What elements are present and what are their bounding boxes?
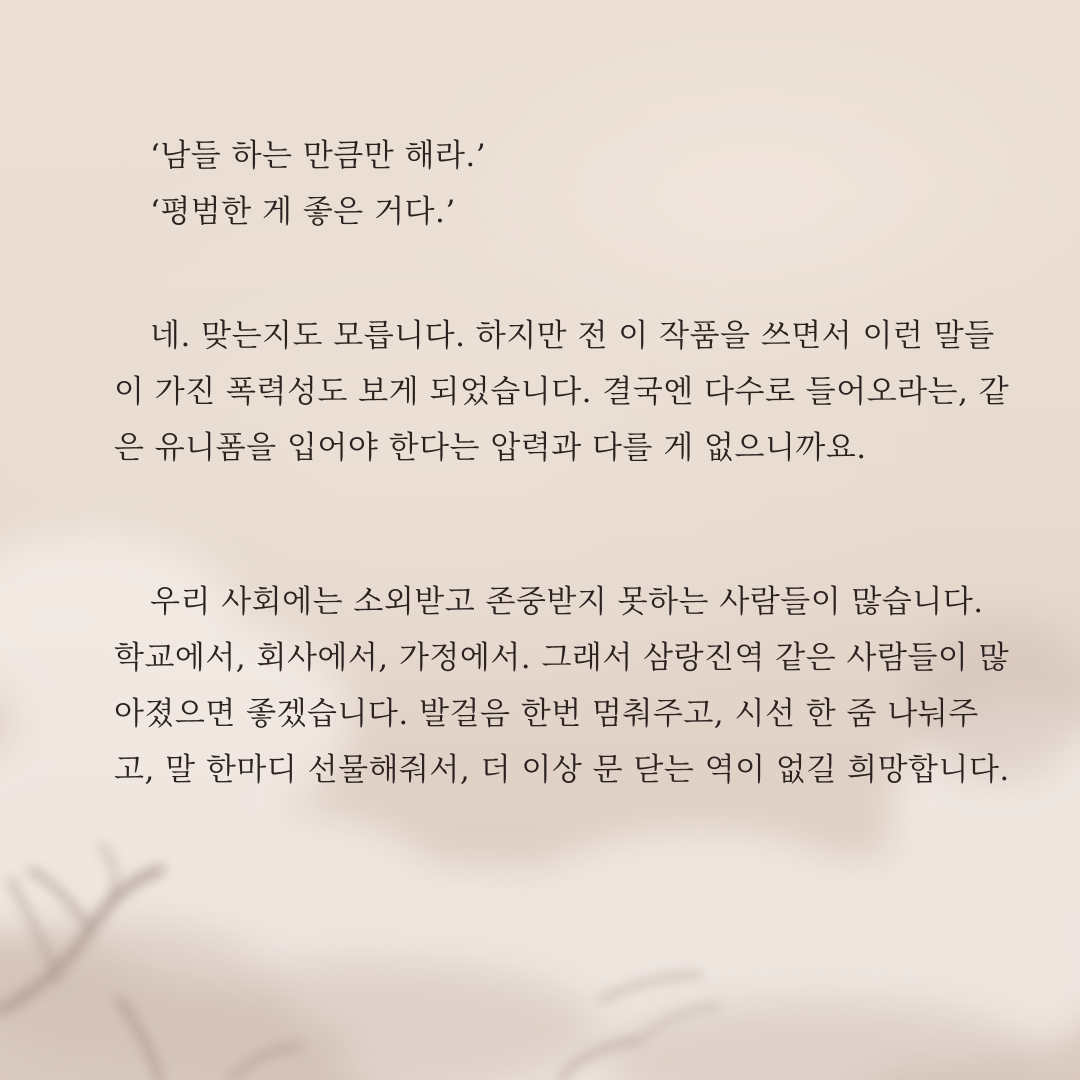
paragraph-2-line-1: 우리 사회에는 소외받고 존중받지 못하는 사람들이 많습니다. [150,584,984,620]
paragraph-2-line-4: 고, 말 한마디 선물해줘서, 더 이상 문 닫는 역이 없길 희망합니다. [114,752,1010,788]
spacer [114,476,984,574]
text-body [114,128,1010,798]
quote-line-2: ‘평범한 게 좋은 거다.’ [150,194,456,230]
quote-line-1: ‘남들 하는 만큼만 해라.’ [150,138,487,174]
paragraph-1-line-1: 네. 맞는지도 모릅니다. 하지만 전 이 작품을 쓰면서 이런 말들 [150,318,995,354]
paragraph-1-line-3: 은 유니폼을 입어야 한다는 압력과 다를 게 없으니까요. [114,430,867,466]
spacer [114,240,984,308]
paragraph-2-line-3: 아졌으면 좋겠습니다. 발걸음 한번 멈춰주고, 시선 한 줌 나눠주 [114,696,979,732]
paragraph-1-line-2: 이 가진 폭력성도 보게 되었습니다. 결국엔 다수로 들어오라는, 같 [114,374,1010,410]
paragraph-2-line-2: 학교에서, 회사에서, 가정에서. 그래서 삼랑진역 같은 사람들이 많 [114,640,1010,676]
